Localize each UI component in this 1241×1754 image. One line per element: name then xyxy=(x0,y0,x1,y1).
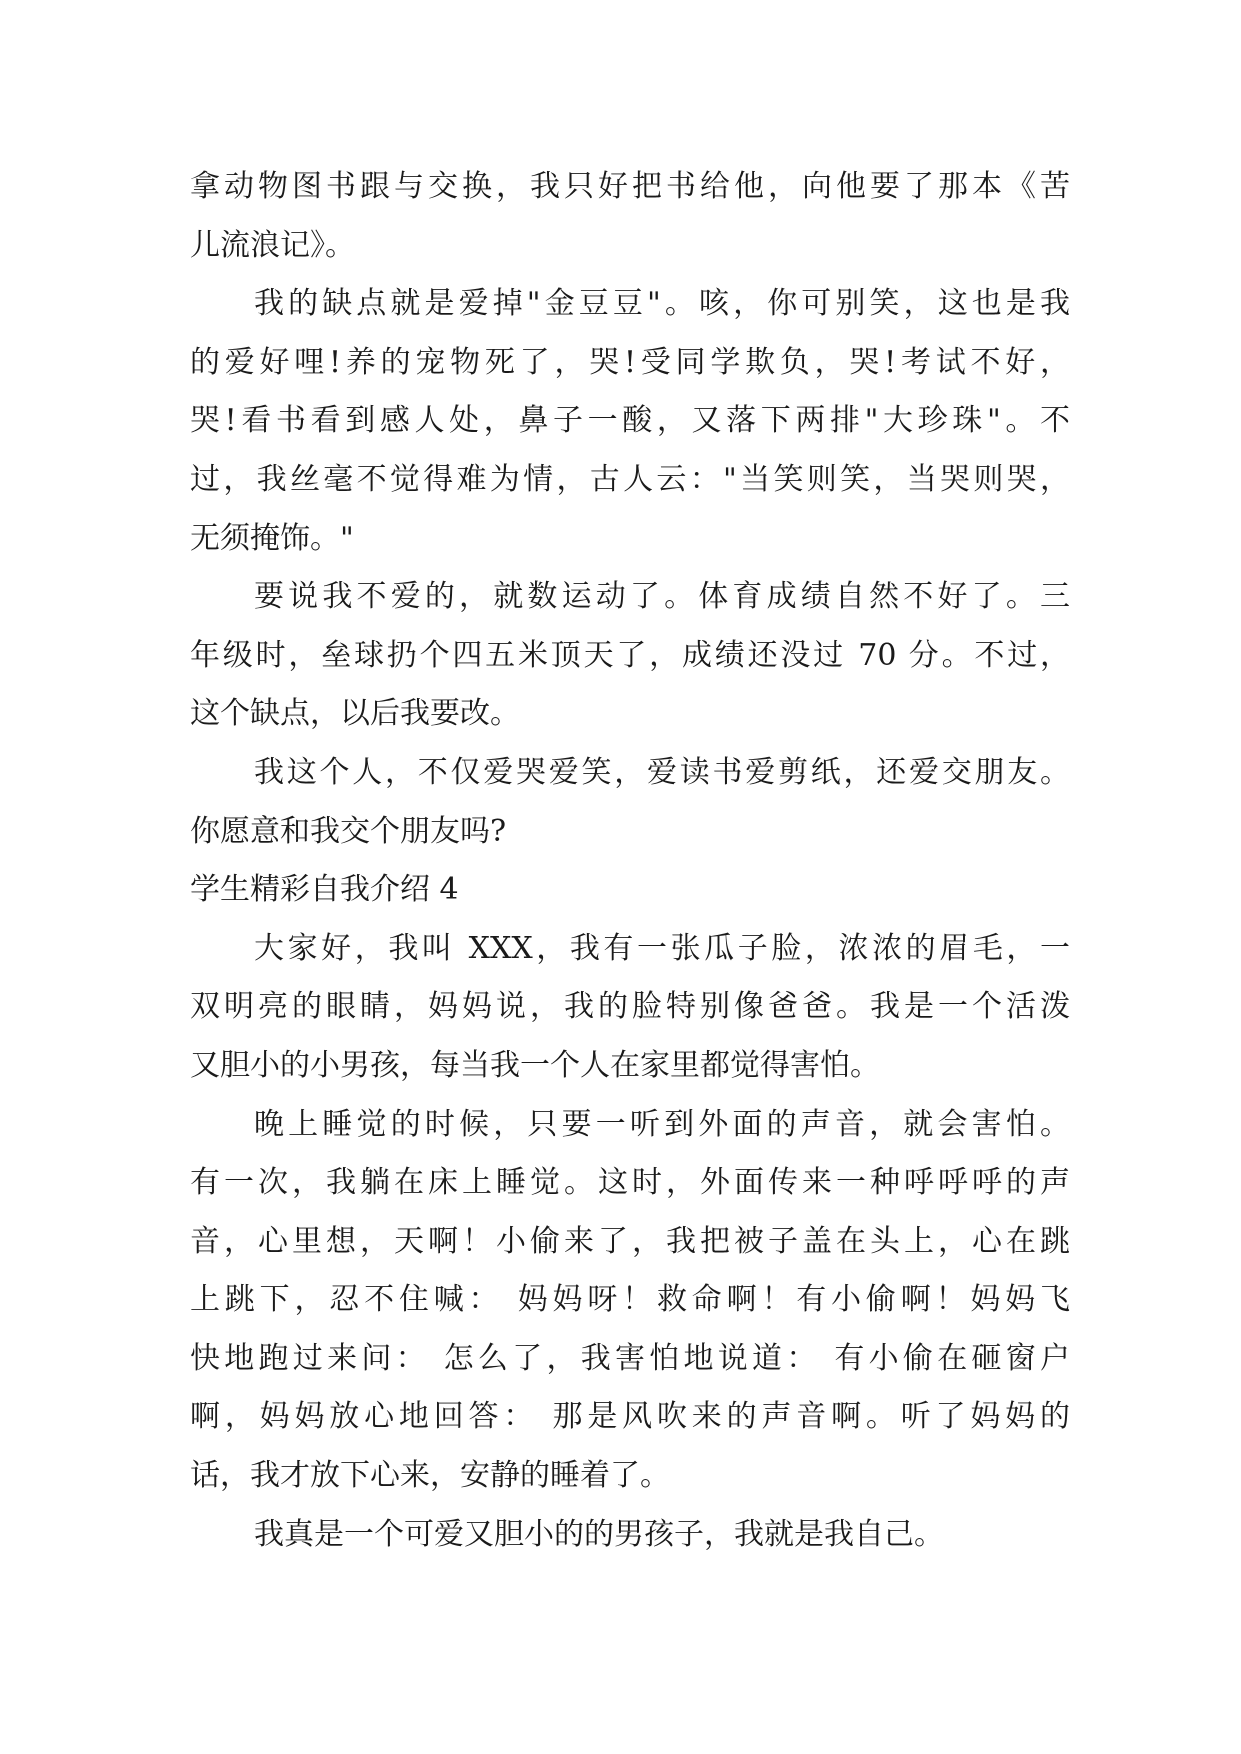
text-line: 有一次，我躺在床上睡觉。这时，外面传来一种呼呼呼的声 xyxy=(190,1165,1070,1201)
paragraph-first-line: 我真是一个可爱又胆小的的男孩子，我就是我自己。 xyxy=(254,1516,944,1552)
text-line: 过，我丝毫不觉得难为情，古人云："当笑则笑，当哭则哭， xyxy=(190,461,1070,497)
text-line: 儿流浪记》。 xyxy=(190,227,355,263)
paragraph-first-line: 我的缺点就是爱掉"金豆豆"。咳，你可别笑，这也是我 xyxy=(254,286,1070,322)
text-line: 的爱好哩!养的宠物死了，哭!受同学欺负，哭!考试不好， xyxy=(190,344,1070,380)
text-line: 你愿意和我交个朋友吗? xyxy=(190,813,507,849)
text-line: 年级时，垒球扔个四五米顶天了，成绩还没过 70 分。不过， xyxy=(190,637,1070,673)
text-line: 话，我才放下心来，安静的睡着了。 xyxy=(190,1458,670,1494)
text-line: 快地跑过来问： 怎么了，我害怕地说道： 有小偷在砸窗户 xyxy=(190,1340,1070,1376)
text-line: 啊，妈妈放心地回答： 那是风吹来的声音啊。听了妈妈的 xyxy=(190,1399,1070,1435)
paragraph-first-line: 要说我不爱的，就数运动了。体育成绩自然不好了。三 xyxy=(254,579,1070,615)
text-line: 哭!看书看到感人处，鼻子一酸，又落下两排"大珍珠"。不 xyxy=(190,403,1070,439)
paragraph-first-line: 大家好，我叫 XXX，我有一张瓜子脸，浓浓的眉毛，一 xyxy=(254,930,1070,966)
paragraph-first-line: 晚上睡觉的时候，只要一听到外面的声音，就会害怕。 xyxy=(254,1106,1070,1142)
paragraph-first-line: 我这个人，不仅爱哭爱笑，爱读书爱剪纸，还爱交朋友。 xyxy=(254,754,1070,790)
section-heading: 学生精彩自我介绍 4 xyxy=(190,872,459,908)
text-line: 双明亮的眼睛，妈妈说，我的脸特别像爸爸。我是一个活泼 xyxy=(190,989,1070,1025)
text-line: 这个缺点，以后我要改。 xyxy=(190,696,520,732)
text-line: 上跳下，忍不住喊： 妈妈呀！救命啊！有小偷啊！妈妈飞 xyxy=(190,1282,1070,1318)
text-line: 拿动物图书跟与交换，我只好把书给他，向他要了那本《苦 xyxy=(190,169,1070,204)
document-page xyxy=(190,158,1070,1564)
text-line: 无须掩饰。" xyxy=(190,520,354,556)
text-line: 又胆小的小男孩，每当我一个人在家里都觉得害怕。 xyxy=(190,1047,880,1083)
text-line: 音，心里想，天啊！小偷来了，我把被子盖在头上，心在跳 xyxy=(190,1223,1070,1259)
